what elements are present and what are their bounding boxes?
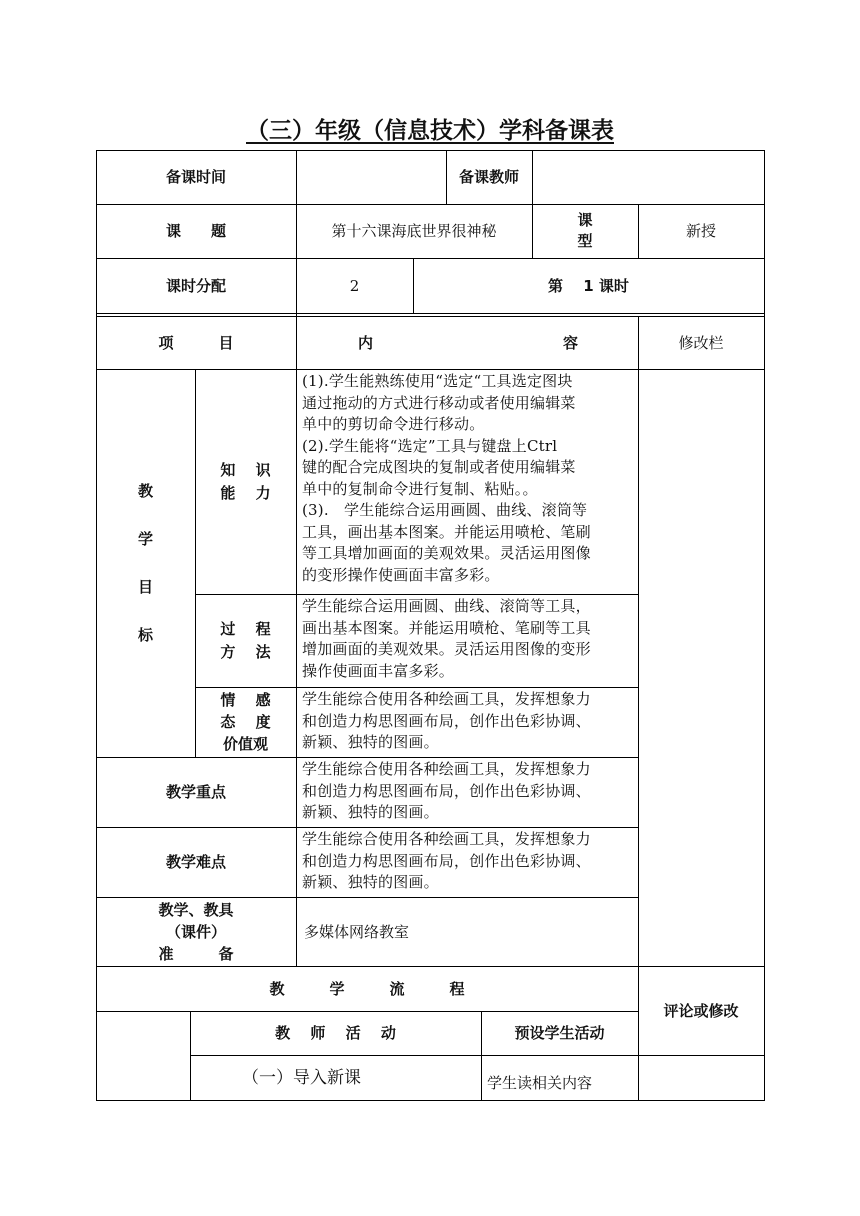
difficulties-label: 教学难点 (165, 853, 226, 871)
lesson-type-value: 新授 (685, 222, 716, 240)
difficulties-content (296, 827, 638, 897)
emotion-label-3: 价值观 (222, 735, 268, 753)
text-line: 操作使画面丰富多彩。 (302, 661, 455, 680)
text-line: (3). 学生能综合运用画圆、曲线、滚筒等 (302, 501, 588, 519)
tools-label-2: （课件） (165, 922, 226, 941)
text-line: 工具，画出基本图案。并能运用喷枪、笔刷 (302, 522, 591, 541)
objectives-label-char: 教 (137, 482, 153, 500)
student-activity-header: 预设学生活动 (514, 1024, 605, 1042)
period-label: 第 1 课时 (548, 276, 629, 295)
text-line: 学生能综合运用画圆、曲线、滚筒等工具， (302, 597, 591, 615)
knowledge-label-1: 知 识 (220, 460, 271, 479)
content-header-1: 内 (358, 333, 374, 352)
process-label-2: 方 法 (220, 642, 271, 661)
knowledge-content (296, 369, 638, 594)
knowledge-label (195, 369, 296, 594)
lesson-type-label-2: 型 (577, 232, 593, 250)
text-line: 学生能综合使用各种绘画工具，发挥想象力 (302, 690, 591, 708)
process-content (296, 594, 638, 687)
content-header-2: 容 (562, 333, 578, 352)
key-points-label: 教学重点 (165, 783, 226, 801)
objectives-label-char: 标 (137, 626, 153, 644)
text-line: 新颖、独特的图画。 (302, 873, 439, 891)
prep-time-label: 备课时间 (165, 168, 226, 186)
page-title: （三）年级（信息技术）学科备课表 (246, 118, 614, 144)
lesson-type-label-1: 课 (577, 211, 593, 229)
objectives-label-char: 目 (137, 578, 153, 596)
student-intro: 学生读相关内容 (487, 1074, 593, 1092)
text-line: 等工具增加画面的美观效果。灵活运用图像 (302, 544, 591, 562)
text-line: 增加画面的美观效果。灵活运用图像的变形 (302, 640, 591, 658)
topic-value: 第十六课海底世界很神秘 (331, 222, 497, 240)
text-line: 画出基本图案。并能运用喷枪、笔刷等工具 (302, 618, 591, 637)
text-line: 通过拖动的方式进行移动或者使用编辑菜 (302, 393, 576, 412)
column-item-header: 项 目 (158, 333, 234, 352)
comment-label: 评论或修改 (663, 1001, 739, 1020)
emotion-label (195, 687, 296, 757)
tools-label (96, 897, 296, 966)
difficulties-paragraph (296, 827, 638, 894)
tools-label-3: 准 备 (158, 944, 234, 963)
teacher-activity-header: 教 师 活 动 (275, 1024, 396, 1042)
emotion-label-1: 情 感 (220, 691, 271, 709)
topic-label: 课 题 (165, 222, 226, 240)
text-line: (2).学生能将“选定”工具与键盘上Ctrl (302, 436, 558, 455)
key-points-paragraph (296, 757, 638, 824)
flow-label: 教 学 流 程 (269, 979, 465, 998)
column-revision-header: 修改栏 (678, 333, 724, 352)
text-line: 和创造力构思图画布局，创作出色彩协调、 (302, 781, 591, 800)
text-line: 新颖、独特的图画。 (302, 733, 439, 751)
text-line: 和创造力构思图画布局，创作出色彩协调、 (302, 711, 591, 730)
hours-label: 课时分配 (165, 276, 226, 295)
prep-time-value[interactable] (296, 150, 446, 204)
text-line: 学生能综合使用各种绘画工具，发挥想象力 (302, 760, 591, 778)
lesson-type-label (532, 204, 638, 258)
process-label (195, 594, 296, 687)
tools-label-1: 教学、教具 (158, 900, 234, 919)
hours-value: 2 (349, 276, 360, 295)
text-line: (1).学生能熟练使用“选定“工具选定图块 (302, 372, 573, 390)
teacher-value[interactable] (532, 150, 764, 204)
process-paragraph (296, 594, 638, 682)
emotion-label-2: 态 度 (220, 713, 271, 731)
teacher-label: 备课教师 (458, 168, 519, 186)
process-label-1: 过 程 (220, 619, 271, 638)
objectives-label (96, 369, 195, 757)
objectives-label-char: 学 (137, 530, 153, 548)
knowledge-paragraph (296, 369, 638, 586)
column-content-header (296, 316, 638, 369)
text-line: 新颖、独特的图画。 (302, 803, 439, 821)
tools-value: 多媒体网络教室 (304, 922, 410, 941)
text-line: 单中的复制命令进行复制、粘贴。。 (302, 479, 538, 498)
text-line: 和创造力构思图画布局，创作出色彩协调、 (302, 851, 591, 870)
text-line: 的变形操作使画面丰富多彩。 (302, 565, 500, 584)
text-line: 键的配合完成图块的复制或者使用编辑菜 (302, 458, 576, 476)
intro-step: （一）导入新课 (242, 1068, 361, 1088)
emotion-paragraph (296, 687, 638, 754)
text-line: 学生能综合使用各种绘画工具，发挥想象力 (302, 830, 591, 848)
knowledge-label-2: 能 力 (220, 483, 271, 502)
text-line: 单中的剪切命令进行移动。 (302, 415, 485, 433)
emotion-content (296, 687, 638, 757)
key-points-content (296, 757, 638, 827)
